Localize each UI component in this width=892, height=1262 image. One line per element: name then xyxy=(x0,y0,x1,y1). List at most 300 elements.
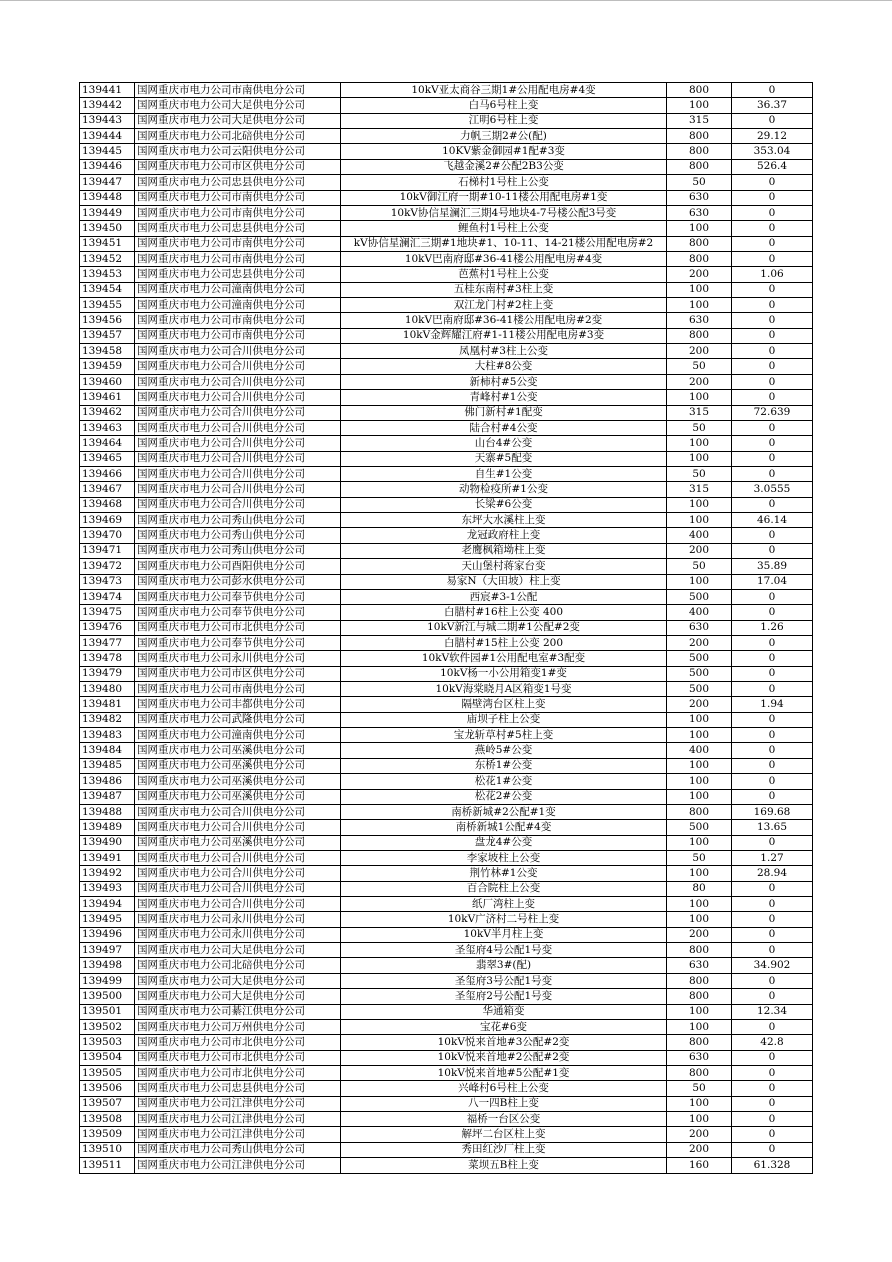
capacity-cell: 630 xyxy=(667,620,732,635)
value-cell: 0 xyxy=(732,175,813,190)
transformer-name-cell: 东桥1#公变 xyxy=(341,758,667,773)
row-id-cell: 139487 xyxy=(80,789,135,804)
capacity-cell: 200 xyxy=(667,344,732,359)
table-row xyxy=(80,835,813,850)
transformer-name-cell: 南桥新城#2公配#1变 xyxy=(341,804,667,819)
company-cell: 国网重庆市电力公司合川供电分公司 xyxy=(135,850,341,865)
company-cell: 国网重庆市电力公司市南供电分公司 xyxy=(135,236,341,251)
capacity-cell: 100 xyxy=(667,712,732,727)
capacity-cell: 400 xyxy=(667,605,732,620)
company-cell: 国网重庆市电力公司云阳供电分公司 xyxy=(135,144,341,159)
table-row xyxy=(80,635,813,650)
row-id-cell: 139451 xyxy=(80,236,135,251)
capacity-cell: 100 xyxy=(667,497,732,512)
row-id-cell: 139456 xyxy=(80,313,135,328)
row-id-cell: 139472 xyxy=(80,559,135,574)
value-cell: 0 xyxy=(732,497,813,512)
row-id-cell: 139452 xyxy=(80,251,135,266)
company-cell: 国网重庆市电力公司巫溪供电分公司 xyxy=(135,789,341,804)
capacity-cell: 800 xyxy=(667,129,732,144)
table-row xyxy=(80,866,813,881)
table-row xyxy=(80,251,813,266)
row-id-cell: 139473 xyxy=(80,574,135,589)
transformer-name-cell: 李家坡柱上公变 xyxy=(341,850,667,865)
table-row xyxy=(80,513,813,528)
capacity-cell: 630 xyxy=(667,313,732,328)
transformer-name-cell: 大柱#8公变 xyxy=(341,359,667,374)
capacity-cell: 800 xyxy=(667,159,732,174)
table-row xyxy=(80,129,813,144)
row-id-cell: 139485 xyxy=(80,758,135,773)
row-id-cell: 139464 xyxy=(80,436,135,451)
value-cell: 61.328 xyxy=(732,1158,813,1173)
row-id-cell: 139510 xyxy=(80,1142,135,1157)
transformer-name-cell: 10kV软件园#1公用配电室#3配变 xyxy=(341,651,667,666)
company-cell: 国网重庆市电力公司奉节供电分公司 xyxy=(135,635,341,650)
company-cell: 国网重庆市电力公司大足供电分公司 xyxy=(135,98,341,113)
table-row xyxy=(80,912,813,927)
capacity-cell: 800 xyxy=(667,1035,732,1050)
transformer-name-cell: 松花2#公变 xyxy=(341,789,667,804)
transformer-name-cell: 山台4#公变 xyxy=(341,436,667,451)
value-cell: 46.14 xyxy=(732,513,813,528)
transformer-name-cell: 东坪大水溪柱上变 xyxy=(341,513,667,528)
capacity-cell: 800 xyxy=(667,236,732,251)
company-cell: 国网重庆市电力公司市南供电分公司 xyxy=(135,205,341,220)
value-cell: 0 xyxy=(732,1019,813,1034)
table-row xyxy=(80,221,813,236)
company-cell: 国网重庆市电力公司市南供电分公司 xyxy=(135,83,341,98)
table-row xyxy=(80,774,813,789)
capacity-cell: 630 xyxy=(667,1050,732,1065)
capacity-cell: 100 xyxy=(667,835,732,850)
table-row xyxy=(80,804,813,819)
transformer-name-cell: 八一四B柱上变 xyxy=(341,1096,667,1111)
table-row xyxy=(80,973,813,988)
transformer-name-cell: 10kV协信星澜汇三期4号地块4-7号楼公配3号变 xyxy=(341,205,667,220)
value-cell: 0 xyxy=(732,789,813,804)
value-cell: 29.12 xyxy=(732,129,813,144)
transformer-name-cell: 鲤鱼村1号柱上公变 xyxy=(341,221,667,236)
value-cell: 0 xyxy=(732,973,813,988)
transformer-name-cell: 10kV悦来首地#5公配#1变 xyxy=(341,1066,667,1081)
table-row xyxy=(80,1066,813,1081)
value-cell: 1.06 xyxy=(732,267,813,282)
transformer-name-cell: 解坪二台区柱上变 xyxy=(341,1127,667,1142)
company-cell: 国网重庆市电力公司合川供电分公司 xyxy=(135,451,341,466)
value-cell: 0 xyxy=(732,881,813,896)
company-cell: 国网重庆市电力公司江津供电分公司 xyxy=(135,1112,341,1127)
transformer-name-cell: 力帆三期2#公(配) xyxy=(341,129,667,144)
company-cell: 国网重庆市电力公司忠县供电分公司 xyxy=(135,1081,341,1096)
row-id-cell: 139470 xyxy=(80,528,135,543)
capacity-cell: 800 xyxy=(667,251,732,266)
capacity-cell: 800 xyxy=(667,973,732,988)
table-row xyxy=(80,743,813,758)
transformer-name-cell: 10kV新江与城二期#1公配#2变 xyxy=(341,620,667,635)
company-cell: 国网重庆市电力公司合川供电分公司 xyxy=(135,374,341,389)
capacity-cell: 50 xyxy=(667,466,732,481)
transformer-name-cell: 荆竹林#1公变 xyxy=(341,866,667,881)
table-row xyxy=(80,205,813,220)
row-id-cell: 139463 xyxy=(80,420,135,435)
company-cell: 国网重庆市电力公司合川供电分公司 xyxy=(135,497,341,512)
value-cell: 0 xyxy=(732,1142,813,1157)
table-row xyxy=(80,543,813,558)
company-cell: 国网重庆市电力公司市南供电分公司 xyxy=(135,251,341,266)
row-id-cell: 139504 xyxy=(80,1050,135,1065)
table-row xyxy=(80,267,813,282)
company-cell: 国网重庆市电力公司万州供电分公司 xyxy=(135,1019,341,1034)
table-row xyxy=(80,236,813,251)
transformer-name-cell: 白腊村#16柱上公变 400 xyxy=(341,605,667,620)
company-cell: 国网重庆市电力公司巫溪供电分公司 xyxy=(135,774,341,789)
row-id-cell: 139443 xyxy=(80,113,135,128)
value-cell: 0 xyxy=(732,205,813,220)
value-cell: 0 xyxy=(732,528,813,543)
row-id-cell: 139503 xyxy=(80,1035,135,1050)
table-row xyxy=(80,1158,813,1173)
company-cell: 国网重庆市电力公司秀山供电分公司 xyxy=(135,1142,341,1157)
capacity-cell: 100 xyxy=(667,728,732,743)
value-cell: 0 xyxy=(732,190,813,205)
capacity-cell: 50 xyxy=(667,850,732,865)
company-cell: 国网重庆市电力公司永川供电分公司 xyxy=(135,927,341,942)
row-id-cell: 139458 xyxy=(80,344,135,359)
company-cell: 国网重庆市电力公司合川供电分公司 xyxy=(135,804,341,819)
table-row xyxy=(80,728,813,743)
company-cell: 国网重庆市电力公司永川供电分公司 xyxy=(135,651,341,666)
company-cell: 国网重庆市电力公司市南供电分公司 xyxy=(135,190,341,205)
value-cell: 0 xyxy=(732,282,813,297)
transformer-name-cell: 10kV广济村二号柱上变 xyxy=(341,912,667,927)
row-id-cell: 139508 xyxy=(80,1112,135,1127)
capacity-cell: 800 xyxy=(667,144,732,159)
transformer-name-cell: 南桥新城1公配#4变 xyxy=(341,820,667,835)
transformer-name-cell: kV协信星澜汇三期#1地块#1、10-11、14-21楼公用配电房#2 xyxy=(341,236,667,251)
table-row xyxy=(80,175,813,190)
capacity-cell: 400 xyxy=(667,743,732,758)
row-id-cell: 139502 xyxy=(80,1019,135,1034)
row-id-cell: 139497 xyxy=(80,943,135,958)
table-row xyxy=(80,298,813,313)
row-id-cell: 139444 xyxy=(80,129,135,144)
company-cell: 国网重庆市电力公司忠县供电分公司 xyxy=(135,267,341,282)
row-id-cell: 139480 xyxy=(80,682,135,697)
table-row xyxy=(80,159,813,174)
capacity-cell: 50 xyxy=(667,559,732,574)
company-cell: 国网重庆市电力公司大足供电分公司 xyxy=(135,113,341,128)
row-id-cell: 139474 xyxy=(80,589,135,604)
row-id-cell: 139467 xyxy=(80,482,135,497)
value-cell: 0 xyxy=(732,1096,813,1111)
row-id-cell: 139496 xyxy=(80,927,135,942)
company-cell: 国网重庆市电力公司市北供电分公司 xyxy=(135,620,341,635)
company-cell: 国网重庆市电力公司江津供电分公司 xyxy=(135,1096,341,1111)
table-row xyxy=(80,113,813,128)
value-cell: 1.26 xyxy=(732,620,813,635)
transformer-name-cell: 凤凰村#3柱上公变 xyxy=(341,344,667,359)
table-row xyxy=(80,758,813,773)
value-cell: 0 xyxy=(732,313,813,328)
row-id-cell: 139457 xyxy=(80,328,135,343)
value-cell: 0 xyxy=(732,989,813,1004)
table-row xyxy=(80,651,813,666)
value-cell: 0 xyxy=(732,927,813,942)
capacity-cell: 200 xyxy=(667,374,732,389)
company-cell: 国网重庆市电力公司合川供电分公司 xyxy=(135,405,341,420)
value-cell: 1.94 xyxy=(732,697,813,712)
transformer-name-cell: 天山堡村蒋家台变 xyxy=(341,559,667,574)
row-id-cell: 139501 xyxy=(80,1004,135,1019)
table-row xyxy=(80,574,813,589)
table-row xyxy=(80,313,813,328)
value-cell: 0 xyxy=(732,743,813,758)
row-id-cell: 139453 xyxy=(80,267,135,282)
company-cell: 国网重庆市电力公司市区供电分公司 xyxy=(135,159,341,174)
capacity-cell: 100 xyxy=(667,513,732,528)
capacity-cell: 100 xyxy=(667,282,732,297)
company-cell: 国网重庆市电力公司忠县供电分公司 xyxy=(135,175,341,190)
value-cell: 42.8 xyxy=(732,1035,813,1050)
capacity-cell: 50 xyxy=(667,1081,732,1096)
row-id-cell: 139484 xyxy=(80,743,135,758)
table-row xyxy=(80,559,813,574)
capacity-cell: 200 xyxy=(667,697,732,712)
company-cell: 国网重庆市电力公司合川供电分公司 xyxy=(135,436,341,451)
transformer-name-cell: 圣玺府2号公配1号变 xyxy=(341,989,667,1004)
row-id-cell: 139450 xyxy=(80,221,135,236)
row-id-cell: 139445 xyxy=(80,144,135,159)
company-cell: 国网重庆市电力公司永川供电分公司 xyxy=(135,912,341,927)
capacity-cell: 100 xyxy=(667,436,732,451)
transformer-name-cell: 芭蕉村1号柱上公变 xyxy=(341,267,667,282)
transformer-name-cell: 新柿村#5公变 xyxy=(341,374,667,389)
value-cell: 0 xyxy=(732,635,813,650)
table-row xyxy=(80,1050,813,1065)
company-cell: 国网重庆市电力公司潼南供电分公司 xyxy=(135,298,341,313)
transformer-name-cell: 圣玺府4号公配1号变 xyxy=(341,943,667,958)
company-cell: 国网重庆市电力公司市北供电分公司 xyxy=(135,1035,341,1050)
row-id-cell: 139499 xyxy=(80,973,135,988)
value-cell: 0 xyxy=(732,682,813,697)
value-cell: 0 xyxy=(732,897,813,912)
transformer-name-cell: 10kV杨一小公用箱变1#变 xyxy=(341,666,667,681)
table-row xyxy=(80,374,813,389)
transformer-name-cell: 天寨#5配变 xyxy=(341,451,667,466)
capacity-cell: 500 xyxy=(667,589,732,604)
company-cell: 国网重庆市电力公司潼南供电分公司 xyxy=(135,282,341,297)
value-cell: 169.68 xyxy=(732,804,813,819)
table-row xyxy=(80,850,813,865)
table-row xyxy=(80,712,813,727)
transformer-name-cell: 庙坝子柱上公变 xyxy=(341,712,667,727)
table-row xyxy=(80,344,813,359)
value-cell: 0 xyxy=(732,1081,813,1096)
transformer-name-cell: 动物检疫所#1公变 xyxy=(341,482,667,497)
transformer-name-cell: 圣玺府3号公配1号变 xyxy=(341,973,667,988)
table-row xyxy=(80,328,813,343)
capacity-cell: 200 xyxy=(667,1127,732,1142)
row-id-cell: 139498 xyxy=(80,958,135,973)
capacity-cell: 100 xyxy=(667,912,732,927)
table-row xyxy=(80,897,813,912)
row-id-cell: 139465 xyxy=(80,451,135,466)
value-cell: 0 xyxy=(732,1050,813,1065)
value-cell: 0 xyxy=(732,712,813,727)
table-row xyxy=(80,1142,813,1157)
row-id-cell: 139493 xyxy=(80,881,135,896)
capacity-cell: 100 xyxy=(667,1004,732,1019)
value-cell: 28.94 xyxy=(732,866,813,881)
table-row xyxy=(80,451,813,466)
company-cell: 国网重庆市电力公司北碚供电分公司 xyxy=(135,958,341,973)
value-cell: 0 xyxy=(732,835,813,850)
row-id-cell: 139486 xyxy=(80,774,135,789)
capacity-cell: 50 xyxy=(667,420,732,435)
table-row xyxy=(80,405,813,420)
row-id-cell: 139460 xyxy=(80,374,135,389)
value-cell: 34.902 xyxy=(732,958,813,973)
transformer-name-cell: 松花1#公变 xyxy=(341,774,667,789)
table-row xyxy=(80,958,813,973)
table-row xyxy=(80,682,813,697)
capacity-cell: 800 xyxy=(667,328,732,343)
table-row xyxy=(80,390,813,405)
table-row xyxy=(80,466,813,481)
value-cell: 0 xyxy=(732,344,813,359)
transformer-name-cell: 西宸#3-1公配 xyxy=(341,589,667,604)
company-cell: 国网重庆市电力公司潼南供电分公司 xyxy=(135,728,341,743)
capacity-cell: 630 xyxy=(667,958,732,973)
company-cell: 国网重庆市电力公司合川供电分公司 xyxy=(135,466,341,481)
row-id-cell: 139489 xyxy=(80,820,135,835)
table-row xyxy=(80,83,813,98)
value-cell: 36.37 xyxy=(732,98,813,113)
capacity-cell: 630 xyxy=(667,205,732,220)
capacity-cell: 100 xyxy=(667,774,732,789)
capacity-cell: 100 xyxy=(667,789,732,804)
row-id-cell: 139507 xyxy=(80,1096,135,1111)
row-id-cell: 139447 xyxy=(80,175,135,190)
value-cell: 35.89 xyxy=(732,559,813,574)
company-cell: 国网重庆市电力公司奉节供电分公司 xyxy=(135,605,341,620)
company-cell: 国网重庆市电力公司合川供电分公司 xyxy=(135,881,341,896)
table-row xyxy=(80,605,813,620)
table-row xyxy=(80,620,813,635)
company-cell: 国网重庆市电力公司秀山供电分公司 xyxy=(135,528,341,543)
transformer-name-cell: 陆合村#4公变 xyxy=(341,420,667,435)
company-cell: 国网重庆市电力公司大足供电分公司 xyxy=(135,973,341,988)
capacity-cell: 800 xyxy=(667,804,732,819)
row-id-cell: 139466 xyxy=(80,466,135,481)
value-cell: 0 xyxy=(732,374,813,389)
company-cell: 国网重庆市电力公司市南供电分公司 xyxy=(135,682,341,697)
row-id-cell: 139506 xyxy=(80,1081,135,1096)
company-cell: 国网重庆市电力公司市区供电分公司 xyxy=(135,666,341,681)
company-cell: 国网重庆市电力公司北碚供电分公司 xyxy=(135,129,341,144)
value-cell: 0 xyxy=(732,912,813,927)
company-cell: 国网重庆市电力公司合川供电分公司 xyxy=(135,420,341,435)
value-cell: 0 xyxy=(732,390,813,405)
company-cell: 国网重庆市电力公司秀山供电分公司 xyxy=(135,543,341,558)
table-row xyxy=(80,1081,813,1096)
row-id-cell: 139468 xyxy=(80,497,135,512)
capacity-cell: 50 xyxy=(667,175,732,190)
capacity-cell: 200 xyxy=(667,635,732,650)
value-cell: 0 xyxy=(732,298,813,313)
table-row xyxy=(80,927,813,942)
row-id-cell: 139490 xyxy=(80,835,135,850)
transformer-name-cell: 纸厂湾柱上变 xyxy=(341,897,667,912)
capacity-cell: 500 xyxy=(667,666,732,681)
table-row xyxy=(80,820,813,835)
company-cell: 国网重庆市电力公司江津供电分公司 xyxy=(135,1127,341,1142)
value-cell: 0 xyxy=(732,466,813,481)
value-cell: 0 xyxy=(732,758,813,773)
company-cell: 国网重庆市电力公司合川供电分公司 xyxy=(135,390,341,405)
transformer-name-cell: 10kV亚太商谷三期1#公用配电房#4变 xyxy=(341,83,667,98)
transformer-name-cell: 10kV海棠晓月A区箱变1号变 xyxy=(341,682,667,697)
value-cell: 0 xyxy=(732,943,813,958)
capacity-cell: 100 xyxy=(667,98,732,113)
value-cell: 0 xyxy=(732,728,813,743)
table-row xyxy=(80,98,813,113)
company-cell: 国网重庆市电力公司合川供电分公司 xyxy=(135,820,341,835)
company-cell: 国网重庆市电力公司市北供电分公司 xyxy=(135,1066,341,1081)
value-cell: 0 xyxy=(732,1127,813,1142)
capacity-cell: 500 xyxy=(667,682,732,697)
capacity-cell: 200 xyxy=(667,927,732,942)
transformer-name-cell: 白马6号柱上变 xyxy=(341,98,667,113)
capacity-cell: 400 xyxy=(667,528,732,543)
row-id-cell: 139495 xyxy=(80,912,135,927)
company-cell: 国网重庆市电力公司丰都供电分公司 xyxy=(135,697,341,712)
transformer-name-cell: 自生#1公变 xyxy=(341,466,667,481)
transformer-name-cell: 飞越金溪2#公配2B3公变 xyxy=(341,159,667,174)
value-cell: 353.04 xyxy=(732,144,813,159)
company-cell: 国网重庆市电力公司市南供电分公司 xyxy=(135,313,341,328)
row-id-cell: 139478 xyxy=(80,651,135,666)
value-cell: 0 xyxy=(732,1112,813,1127)
transformer-name-cell: 10kV悦来首地#2公配#2变 xyxy=(341,1050,667,1065)
value-cell: 526.4 xyxy=(732,159,813,174)
company-cell: 国网重庆市电力公司奉节供电分公司 xyxy=(135,589,341,604)
row-id-cell: 139454 xyxy=(80,282,135,297)
transformer-name-cell: 华通箱变 xyxy=(341,1004,667,1019)
table-body xyxy=(80,83,813,1174)
value-cell: 0 xyxy=(732,451,813,466)
transformer-name-cell: 10kV半月柱上变 xyxy=(341,927,667,942)
row-id-cell: 139476 xyxy=(80,620,135,635)
table-row xyxy=(80,1127,813,1142)
table-row xyxy=(80,420,813,435)
transformer-name-cell: 龙冠政府柱上变 xyxy=(341,528,667,543)
value-cell: 0 xyxy=(732,328,813,343)
value-cell: 0 xyxy=(732,605,813,620)
company-cell: 国网重庆市电力公司合川供电分公司 xyxy=(135,866,341,881)
company-cell: 国网重庆市电力公司綦江供电分公司 xyxy=(135,1004,341,1019)
value-cell: 0 xyxy=(732,651,813,666)
company-cell: 国网重庆市电力公司合川供电分公司 xyxy=(135,897,341,912)
row-id-cell: 139479 xyxy=(80,666,135,681)
page-top-rule xyxy=(0,0,892,1)
row-id-cell: 139494 xyxy=(80,897,135,912)
capacity-cell: 100 xyxy=(667,866,732,881)
company-cell: 国网重庆市电力公司巫溪供电分公司 xyxy=(135,758,341,773)
row-id-cell: 139469 xyxy=(80,513,135,528)
row-id-cell: 139442 xyxy=(80,98,135,113)
